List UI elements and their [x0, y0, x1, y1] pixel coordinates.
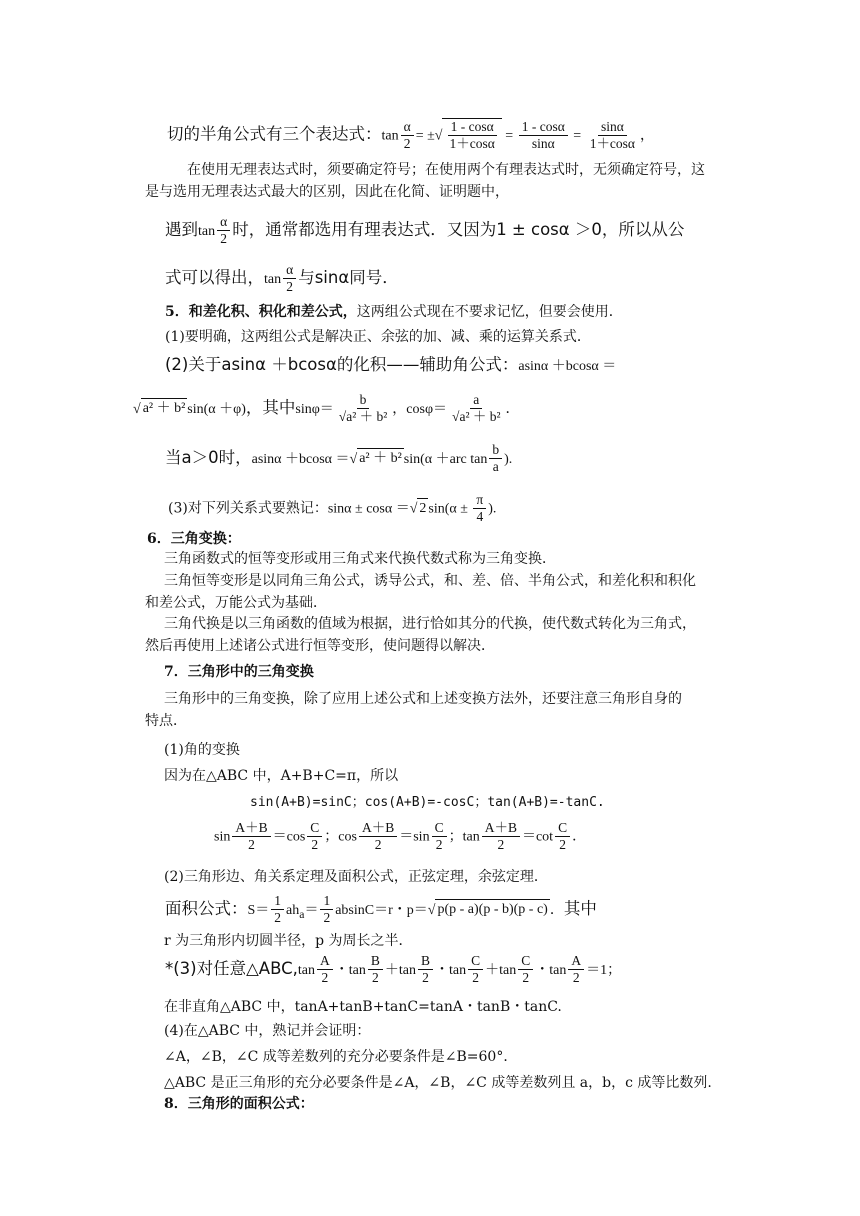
paragraph: 和差公式，万能公式为基础．: [145, 595, 327, 611]
paragraph: 三角恒等变形是以同角三角公式，诱导公式，和、差、倍、半角公式，和差化积和积化: [164, 573, 696, 589]
paragraph: 在使用无理表达式时，须要确定符号；在使用两个有理表达式时，无须确定符号，这: [187, 162, 705, 178]
aux-angle-formula: (2)关于asinα ＋bcosα的化积——辅助角公式：asinα ＋bcosα ＝: [165, 355, 617, 374]
area-formula: 面积公式：S＝ $\frac{1}{2}$ $ah_a=$ $\frac{1}{2}$ absinC＝r・p＝√ p(p - a)(p - b)(p - c) ．其中: [165, 893, 597, 925]
section-5: 5．和差化积、积化和差公式，这两组公式现在不要求记忆，但要会使用．: [165, 304, 623, 320]
paragraph: 因为在△ABC 中，A+B+C=π，所以: [164, 768, 399, 784]
paragraph: 是与选用无理表达式最大的区别，因此在化简、证明题中，: [145, 184, 509, 200]
aux-angle-formula-2: √ a² ＋ b² sin(α ＋φ)，其中sinφ＝ $\frac{b}{\text{√a² ＋ b²}}$ ，cosφ＝ $\frac{a}{\text{√a² ＋ b²}}$ ．: [133, 392, 520, 424]
paragraph: ∠A，∠B，∠C 成等差数列的充分必要条件是∠B=60°．: [164, 1049, 518, 1065]
half-angle-identities: sin $\frac{A+B}{2}$ ＝cos $\frac{C}{2}$ ；cos $\frac{A+B}{2}$ ＝sin $\frac{C}{2}$ ；tan $\frac{A+B}{2}$ ＝cot $\frac{C}{2}$ ．: [214, 820, 587, 852]
section-6-title: 6．三角变换：: [147, 531, 241, 547]
paragraph: 特点．: [145, 713, 187, 729]
paragraph: r 为三角形内切圆半径，p 为周长之半．: [164, 933, 413, 949]
paragraph: (4)在△ABC 中，熟记并会证明：: [164, 1023, 371, 1039]
paragraph: 三角形中的三角变换，除了应用上述公式和上述变换方法外，还要注意三角形自身的: [164, 691, 682, 707]
paragraph-formula: 遇到tan $\frac{\alpha}{2}$ 时，通常都选用有理表达式．又因为1 ± cosα ＞0，所以从公: [165, 214, 685, 246]
paragraph: △ABC 是正三角形的充分必要条件是∠A，∠B，∠C 成等差数列且 a，b，c 成等比数列.: [164, 1075, 712, 1091]
paragraph: 三角代换是以三角函数的值域为根据，进行恰如其分的代换，使代数式转化为三角式，: [164, 616, 696, 632]
identity-line: sin(A+B)=sinC；cos(A+B)=-cosC；tan(A+B)=-tanC.: [250, 795, 605, 810]
paragraph-formula: 式可以得出，tan $\frac{\alpha}{2}$ 与sinα同号．: [165, 262, 399, 294]
paragraph: 然后再使用上述诸公式进行恒等变形，使问题得以解决．: [145, 638, 495, 654]
section-8-title: 8．三角形的面积公式：: [164, 1096, 314, 1112]
paragraph: (1)角的变换: [164, 742, 240, 758]
tan-product-identity: *(3)对任意△ABC,tan $\frac{A}{2}$ ・tan $\frac{B}{2}$ ＋tan $\frac{B}{2}$ ・tan $\frac{C}{2}$ ＋tan $\frac{C}{2}$ ・tan $\frac{A}{2}$ ＝1；: [165, 953, 622, 985]
formula-tan-half: 切的半角公式有三个表达式：tan $\frac{\alpha}{2}$ = ±√ $\frac{1 - \cos\alpha}{1+\cos\alpha}$ = $\frac{1 - \cos\alpha}{\sin\alpha}$ = $\frac{\sin\alpha}{1+\cos\alpha}$ ，: [167, 118, 655, 151]
paragraph: 在非直角△ABC 中，tanA+tanB+tanC=tanA・tanB・tanC.: [164, 999, 562, 1015]
paragraph: 三角函数式的恒等变形或用三角式来代换代数式称为三角变换．: [164, 551, 556, 567]
aux-angle-formula-3: 当a＞0时，asinα ＋bcosα ＝√ a² ＋ b² sin(α ＋arc tan $\frac{b}{a}$ ).: [165, 442, 513, 474]
paragraph: (1)要明确，这两组公式是解决正、余弦的加、减、乘的运算关系式．: [165, 329, 591, 345]
section-7-title: 7．三角形中的三角变换: [164, 664, 314, 680]
paragraph: (2)三角形边、角关系定理及面积公式，正弦定理，余弦定理．: [164, 869, 548, 885]
identity-line: (3)对下列关系式要熟记：sinα ± cosα ＝√ 2 sin(α ± $\frac{\pi}{4}$ ).: [168, 492, 497, 524]
